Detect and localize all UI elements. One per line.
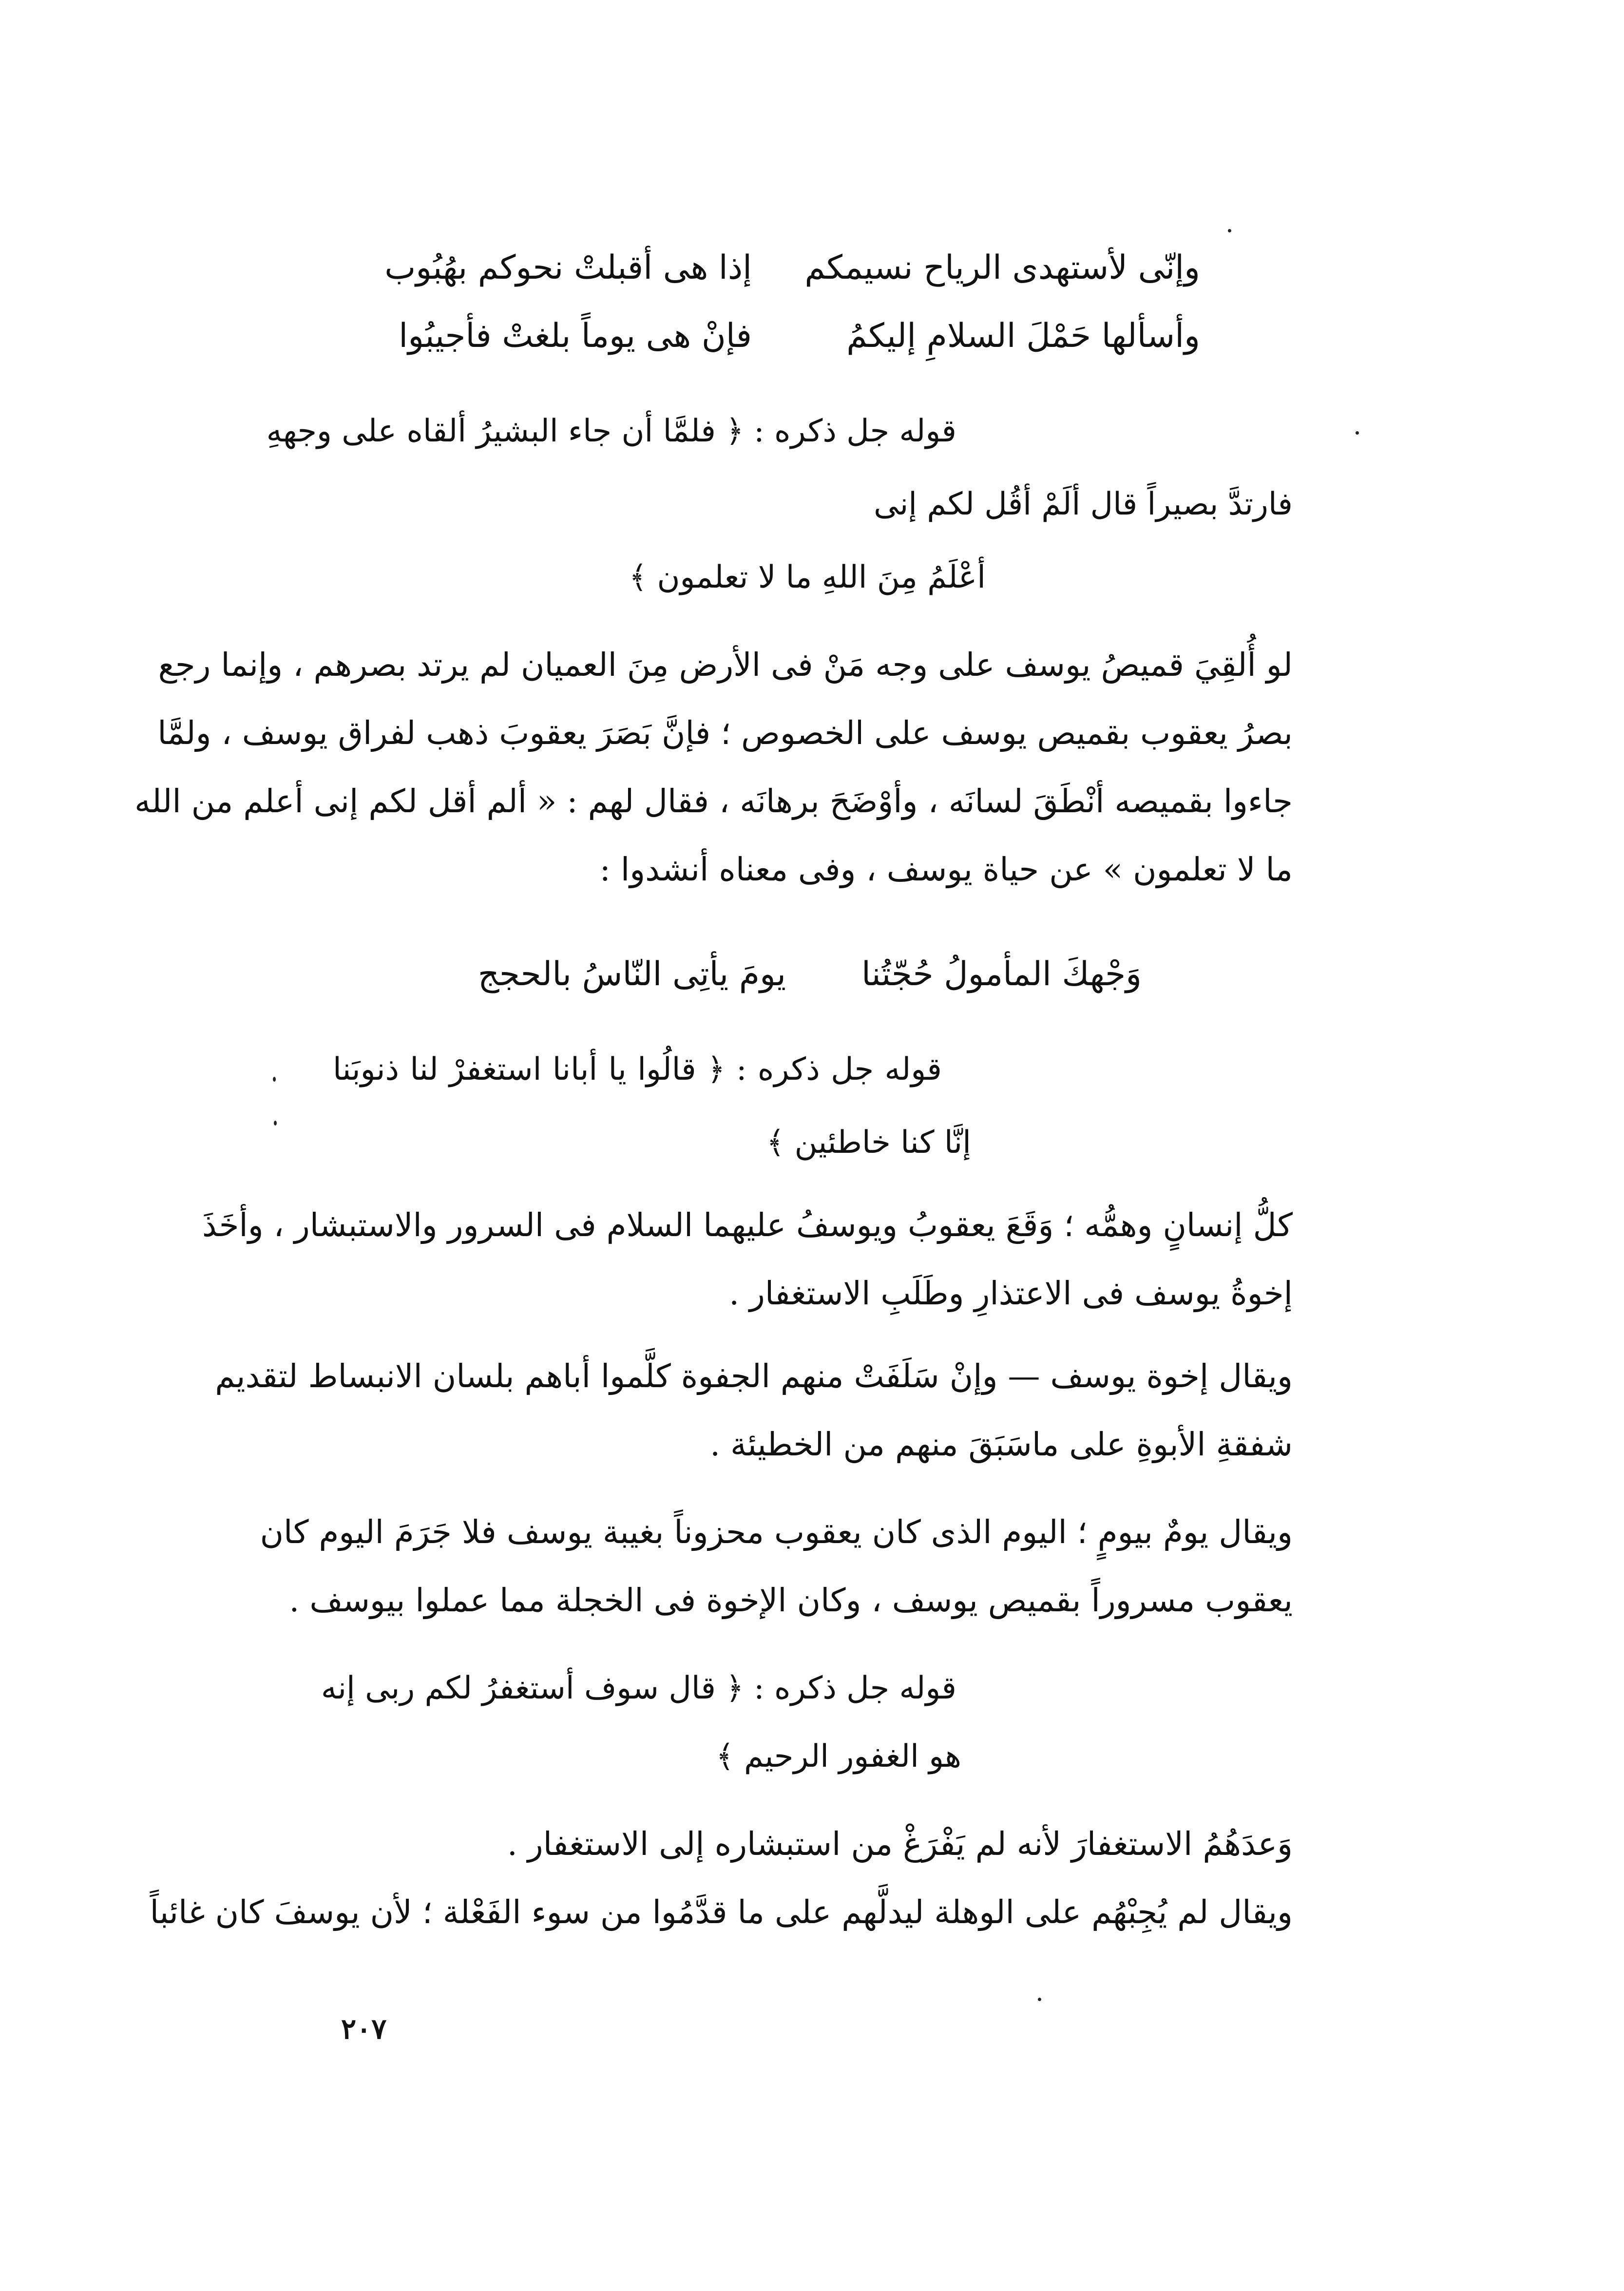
- scan-speck: [274, 1121, 277, 1126]
- verse3-line2: هو الغفور الرحيم ﴾: [716, 1738, 961, 1775]
- paragraph4-line1: ويقال يومٌ بيومٍ ؛ اليوم الذى كان يعقوب محزوناً بغيبة يوسف فلا جَرَمَ اليوم كان: [260, 1513, 1293, 1551]
- paragraph4-line2: يعقوب مسروراً بقميص يوسف ، وكان الإخوة فى الخجلة مما عملوا بيوسف .: [289, 1582, 1293, 1619]
- paragraph1-line4: ما لا تعلمون » عن حياة يوسف ، وفى معناه أنشدوا :: [599, 851, 1293, 888]
- verse1-line2: فارتدَّ بصيراً قال ألَمْ أقُل لكم إنى: [874, 486, 1293, 522]
- scan-speck: [1038, 1998, 1041, 2001]
- verse2-line2: إنَّا كنا خاطئين ﴾: [766, 1125, 971, 1161]
- verse1-line1: قوله جل ذكره : ﴿ فلمَّا أن جاء البشيرُ ألقاه على وجههِ: [266, 413, 956, 449]
- paragraph5-line1: وَعدَهُمُ الاستغفارَ لأنه لم يَفْرَغْ من استبشاره إلى الاستغفار .: [507, 1825, 1293, 1863]
- poem1-line1-left-hemistich: إذا هى أقبلتْ نحوكم بهُبُوب: [384, 248, 752, 287]
- paragraph1-line1: لو أُلقِيَ قميصُ يوسف على وجه مَنْ فى الأرض مِنَ العميان لم يرتد بصرهم ، وإنما رجع: [158, 646, 1293, 684]
- verse2-line1: قوله جل ذكره : ﴿ قالُوا يا أبانا استغفرْ لنا ذنوبَنا: [333, 1051, 942, 1088]
- poem1-line2-right-hemistich: وأسألها حَمْلَ السلامِ إليكمُ: [846, 317, 1200, 355]
- poem2-left-hemistich: يومَ يأتِى النّاسُ بالحجج: [478, 955, 786, 993]
- verse3-line1: قوله جل ذكره : ﴿ قال سوف أستغفرُ لكم ربى إنه: [321, 1670, 956, 1706]
- paragraph5-line2: ويقال لم يُجِبْهُم على الوهلة ليدلَّهم على ما قدَّمُوا من سوء الفَعْلة ؛ لأن يوسفَ كان غائباً: [150, 1893, 1293, 1931]
- paragraph2-line2: إخوةُ يوسف فى الاعتذارِ وطَلَبِ الاستغفار .: [729, 1275, 1293, 1312]
- poem1-line1-right-hemistich: وإنّى لأستهدى الرياح نسيمكم: [804, 248, 1200, 287]
- paragraph1-line3: جاءوا بقميصه أنْطَقَ لسانَه ، وأوْضَحَ برهانَه ، فقال لهم : « ألم أقل لكم إنى أعلم من الله: [134, 783, 1293, 820]
- scan-speck: [273, 1077, 276, 1082]
- scan-speck: [1228, 229, 1231, 232]
- paragraph2-line1: كلُّ إنسانٍ وهمُّه ؛ وَقَعَ يعقوبُ ويوسفُ عليهما السلام فى السرور والاستبشار ، وأخَذَ: [202, 1206, 1293, 1244]
- page-number: ٢٠٧: [341, 2012, 387, 2045]
- verse1-line3: أعْلَمُ مِنَ اللهِ ما لا تعلمون ﴾: [629, 559, 986, 595]
- paragraph3-line1: ويقال إخوة يوسف — وإنْ سَلَفَتْ منهم الجفوة كلَّموا أباهم بلسان الانبساط لتقديم: [215, 1357, 1293, 1395]
- poem2-right-hemistich: وَجْهكَ المأمولُ حُجّتُنا: [861, 955, 1142, 993]
- poem1-line2-left-hemistich: فإنْ هى يوماً بلغتْ فأجيبُوا: [399, 317, 752, 355]
- paragraph1-line2: بصرُ يعقوب بقميص يوسف على الخصوص ؛ فإنَّ بَصَرَ يعقوبَ ذهب لفراق يوسف ، ولمَّا: [157, 714, 1293, 752]
- scan-speck: [1356, 431, 1359, 435]
- paragraph3-line2: شفقةِ الأبوةِ على ماسَبَقَ منهم من الخطيئة .: [710, 1426, 1293, 1463]
